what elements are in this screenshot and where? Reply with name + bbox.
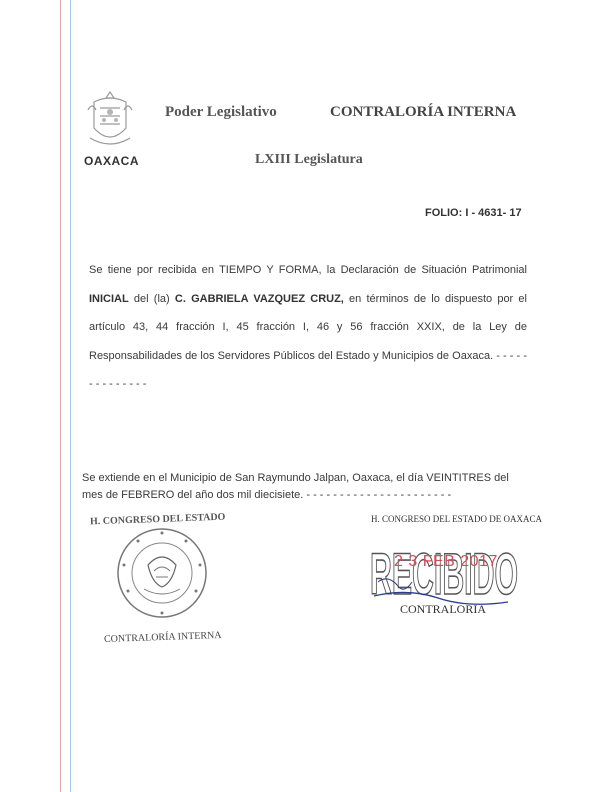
declarant-name: C. GABRIELA VAZQUEZ CRUZ, [174,292,344,305]
margin-line-blue [70,0,71,792]
margin-line-red [60,0,61,792]
congress-seal-icon [114,525,210,621]
crest-label: OAXACA [84,154,140,168]
recibido-stamp [368,534,520,608]
issuance-paragraph: Se extiende en el Municipio de San Raymundo Jalpan, Oaxaca, el día VEINTITRES del mes de FEBRERO del año dos mil diecisiete. - - - - - - - - - - - - - - - - - - - - - - [82,472,509,501]
paragraph-text-1: Se tiene por recibida en TIEMPO Y FORMA, la Declaración de Situación Patrimonial [89,264,527,276]
poder-legislativo-title: Poder Legislativo [165,104,277,120]
recibido-word: RECIBIDO [370,542,518,607]
oaxaca-crest-icon [84,88,136,154]
folio-number: FOLIO: I - 4631- 17 [425,207,522,219]
paragraph-text-2: del (la) [128,292,175,305]
stamp-footer: CONTRALORIA [400,602,486,616]
left-seal-footer: CONTRALORÍA INTERNA [103,629,222,646]
declaration-paragraph [89,256,527,399]
contraloria-title: CONTRALORÍA INTERNA [330,104,517,120]
declaration-type: INICIAL [89,292,129,305]
legislature-subtitle: LXIII Legislatura [255,152,363,167]
left-seal-heading: H. CONGRESO DEL ESTADO [89,511,226,528]
stamp-heading: H. CONGRESO DEL ESTADO DE OAXACA [371,514,542,524]
stamp-date: 2 3 FEB 2017 [394,553,498,570]
paragraph-text-3: en términos de lo dispuesto por el artículo 43, 44 fracción I, 45 fracción I, 46 y 56 fracción XXIX, de la Ley de Responsabilidades de los Servidores Públicos del Estado y Municipios de Oaxaca. - - - - - - - - - - - - - - [89,292,527,391]
